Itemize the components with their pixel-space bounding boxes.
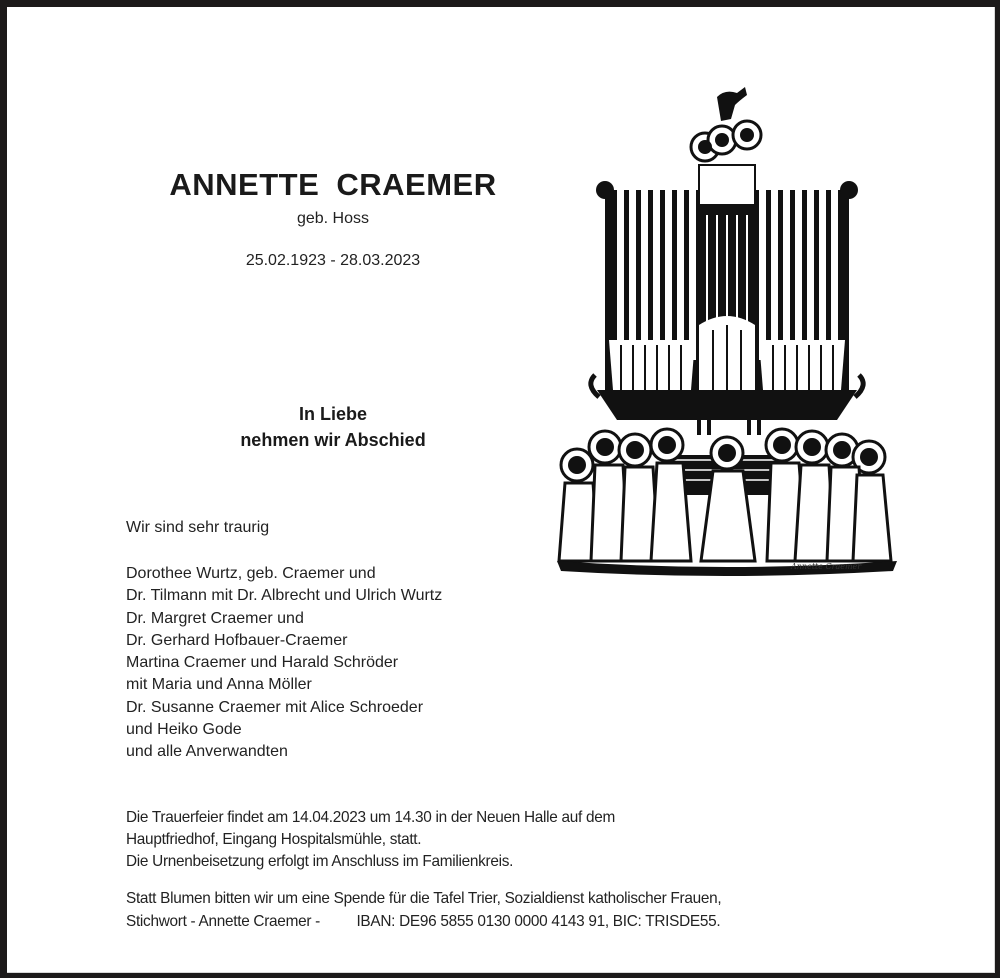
farewell-line: nehmen wir Abschied	[240, 430, 426, 450]
mourner-line: Dr. Tilmann mit Dr. Albrecht und Ulrich Wurtz	[126, 587, 443, 605]
ceremony-info	[126, 807, 615, 873]
ceremony-line: Hauptfriedhof, Eingang Hospitalsmühle, statt.	[126, 831, 422, 848]
donation-keyword: Stichwort - Annette Craemer -	[126, 913, 320, 930]
organ-angels-illustration	[547, 85, 907, 585]
mourner-line: Dr. Gerhard Hofbauer-Craemer	[126, 631, 348, 649]
farewell-heading	[153, 401, 513, 453]
ceremony-line: Die Urnenbeisetzung erfolgt im Anschluss im Familienkreis.	[126, 853, 514, 870]
mourner-line: mit Maria und Anna Möller	[126, 676, 312, 694]
mourner-line: Dr. Susanne Craemer mit Alice Schroeder	[126, 698, 424, 716]
deceased-name: ANNETTE CRAEMER	[169, 167, 497, 202]
obituary-notice	[7, 7, 995, 973]
maiden-name: geb. Hoss	[296, 210, 370, 227]
bank-details: IBAN: DE96 5855 0130 0000 4143 91, BIC: TRISDE55.	[356, 913, 721, 930]
life-dates: 25.02.1923 - 28.03.2023	[245, 252, 421, 269]
ceremony-line: Die Trauerfeier findet am 14.04.2023 um 14.30 in der Neuen Halle auf dem	[126, 809, 616, 826]
mourners-list	[126, 563, 442, 764]
mourner-line: und alle Anverwandten	[126, 743, 288, 761]
donation-line: Statt Blumen bitten wir um eine Spende für die Tafel Trier, Sozialdienst katholischer Frauen,	[126, 890, 722, 907]
artist-signature: Annette Craemer	[791, 562, 862, 571]
mourner-line: Martina Craemer und Harald Schröder	[126, 654, 399, 672]
donation-info	[126, 887, 721, 933]
farewell-line: In Liebe	[298, 404, 367, 424]
mourner-line: und Heiko Gode	[126, 721, 242, 739]
intro-text: Wir sind sehr traurig	[126, 519, 270, 536]
mourner-line: Dr. Margret Craemer und	[126, 609, 304, 627]
mourner-line: Dorothee Wurtz, geb. Craemer und	[126, 565, 376, 582]
